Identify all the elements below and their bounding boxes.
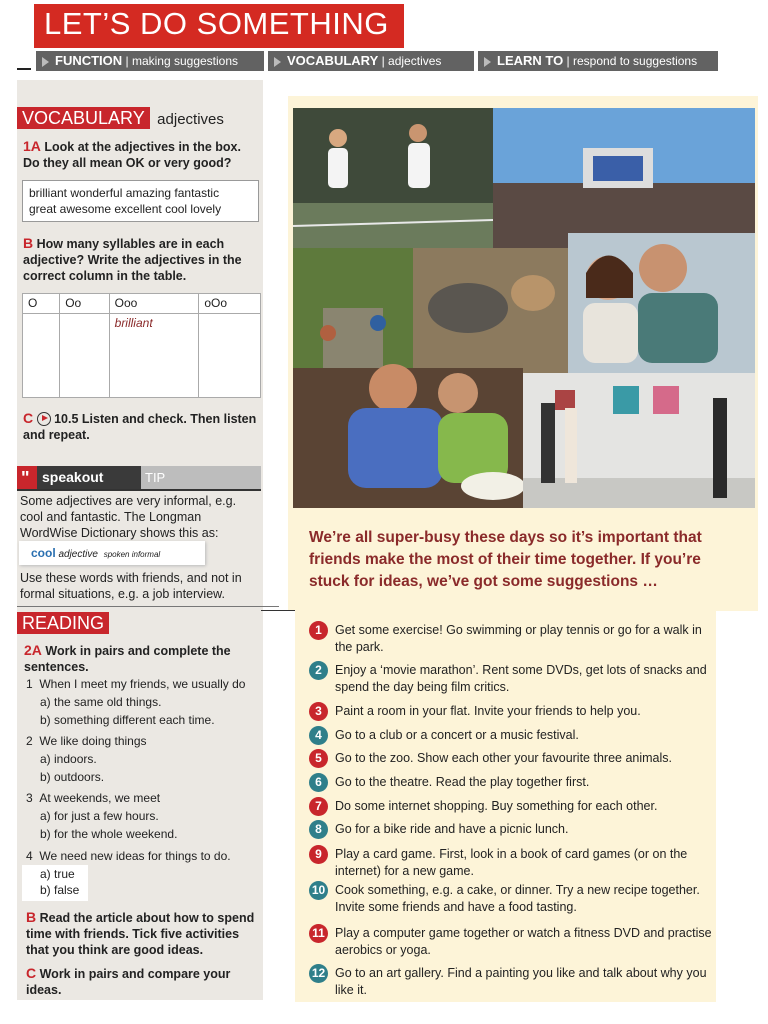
number-badge: 12 xyxy=(309,964,328,983)
table-header: oOo xyxy=(199,294,261,314)
number-badge: 5 xyxy=(309,749,328,768)
number-badge: 6 xyxy=(309,773,328,792)
page-title: LET’S DO SOMETHING xyxy=(44,6,389,41)
play-arrow-icon xyxy=(484,57,491,67)
exercise-2c: C Work in pairs and compare your ideas. xyxy=(26,965,231,997)
table-cell[interactable] xyxy=(60,314,109,398)
adjective-box: brilliant wonderful amazing fantastic great awesome excellent cool lovely xyxy=(22,180,259,222)
table-cell[interactable] xyxy=(23,314,60,398)
article-intro: We’re all super-busy these days so it’s important that friends make the most of their time together. If you’re stuck for ideas, we’ve got some suggestions … xyxy=(309,529,702,590)
dictionary-entry: cool adjective spoken informal xyxy=(19,541,205,565)
speakout-text-1: Some adjectives are very informal, e.g. cool and fantastic. The Longman WordWise Dictionary shows this as: xyxy=(20,494,237,540)
table-header: O xyxy=(23,294,60,314)
activities-photo-collage xyxy=(293,108,755,508)
divider xyxy=(17,68,31,70)
number-badge: 3 xyxy=(309,702,328,721)
exercise-1b: B How many syllables are in each adjective? Write the adjectives in the correct column in the table. xyxy=(23,235,242,283)
number-badge: 10 xyxy=(309,881,328,900)
vocabulary-heading: VOCABULARY adjectives xyxy=(17,107,224,129)
number-badge: 7 xyxy=(309,797,328,816)
question-4: 4 We need new ideas for things to do. xyxy=(26,849,231,863)
syllable-table xyxy=(22,293,261,398)
table-cell[interactable] xyxy=(199,314,261,398)
table-header: Oo xyxy=(60,294,109,314)
table-cell[interactable]: brilliant xyxy=(109,314,199,398)
number-badge: 11 xyxy=(309,924,328,943)
speakout-tip-bar: " speakout TIP xyxy=(17,466,261,490)
number-badge: 1 xyxy=(309,621,328,640)
photo-collage-illustration xyxy=(293,108,755,508)
audio-play-icon[interactable] xyxy=(37,412,51,426)
tab-function: FUNCTION | making suggestions xyxy=(36,51,264,71)
number-badge: 9 xyxy=(309,845,328,864)
number-badge: 4 xyxy=(309,726,328,745)
tab-vocabulary: VOCABULARY | adjectives xyxy=(268,51,474,71)
number-badge: 2 xyxy=(309,661,328,680)
question-2: 2 We like doing things a) indoors. b) outdoors. xyxy=(26,734,147,784)
question-4-options: a) true b) false xyxy=(40,867,80,897)
exercise-2b: B Read the article about how to spend time with friends. Tick five activities that you think are good ideas. xyxy=(26,909,255,957)
question-3: 3 At weekends, we meet a) for just a few hours. b) for the whole weekend. xyxy=(26,791,178,841)
question-1: 1 When I meet my friends, we usually do a) the same old things. b) something different each time. xyxy=(26,677,246,727)
divider xyxy=(17,606,279,607)
exercise-1c: C 10.5 Listen and check. Then listen and repeat. xyxy=(23,410,257,442)
tab-learn-to: LEARN TO | respond to suggestions xyxy=(478,51,718,71)
exercise-1a: 1A Look at the adjectives in the box. Do they all mean OK or very good? xyxy=(23,138,241,170)
play-arrow-icon xyxy=(274,57,281,67)
number-badge: 8 xyxy=(309,820,328,839)
speakout-text-2: Use these words with friends, and not in formal situations, e.g. a job interview. xyxy=(20,571,242,601)
play-arrow-icon xyxy=(42,57,49,67)
exercise-2a: 2A Work in pairs and complete the sentences. xyxy=(24,642,231,674)
table-header: Ooo xyxy=(109,294,199,314)
reading-heading: READING xyxy=(17,612,109,634)
